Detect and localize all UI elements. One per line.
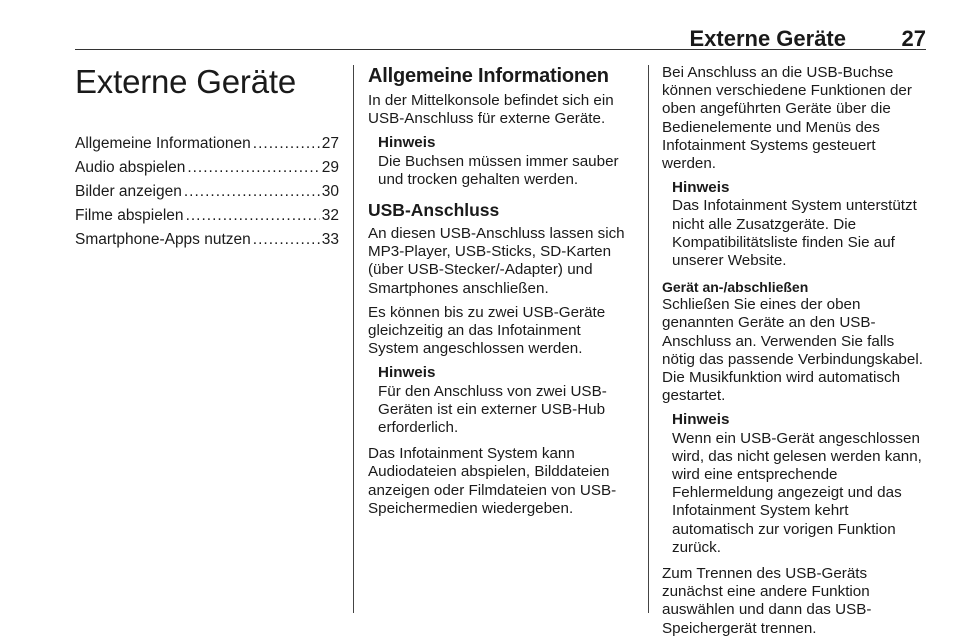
toc-item-label: Filme abspielen [75, 207, 184, 224]
paragraph: Zum Trennen des USB-Geräts zunächst eine andere Funktion auswählen und dann das USB-Speichergerät trennen. [662, 565, 872, 637]
toc-item-label: Audio abspielen [75, 159, 186, 176]
toc-item[interactable] [75, 156, 339, 180]
note-text: Das Infotainment System unterstützt nicht alle Zusatzgeräte. Die Kompatibilitätsliste finden Sie auf unserer Website. [672, 197, 917, 270]
page-number: 27 [901, 26, 926, 51]
toc-item-page: 30 [321, 183, 339, 200]
toc-item-page: 29 [321, 159, 339, 176]
toc-item-page: 27 [321, 135, 339, 152]
toc-item-label: Smartphone-Apps nutzen [75, 231, 251, 248]
toc-leader-dots [253, 132, 320, 156]
toc-item[interactable] [75, 132, 339, 156]
header-rule [75, 49, 926, 50]
column-divider-1 [353, 65, 354, 613]
column-divider-2 [648, 65, 649, 613]
running-header-title: Externe Geräte [689, 26, 846, 51]
content-column-2 [368, 64, 632, 524]
note-label: Hinweis [672, 179, 730, 197]
note-box [672, 411, 926, 557]
note-box [378, 364, 632, 437]
subsection-heading-connect: Gerät an-/abschließen [662, 279, 809, 296]
paragraph: Es können bis zu zwei USB-Geräte gleichzeitig an das Infotainment System angeschlossen werden. [368, 303, 606, 358]
toc-leader-dots [187, 156, 319, 180]
table-of-contents [75, 132, 339, 252]
note-text: Die Buchsen müssen immer sauber und trocken gehalten werden. [378, 152, 619, 188]
note-box [378, 134, 632, 189]
toc-leader-dots [186, 204, 320, 228]
chapter-title: Externe Geräte [75, 63, 296, 100]
toc-item-page: 32 [321, 207, 339, 224]
paragraph: Das Infotainment System kann Audiodateien abspielen, Bilddateien anzeigen oder Filmdateien von USB-Speichermedien wiedergeben. [368, 445, 617, 517]
toc-item-label: Allgemeine Informationen [75, 135, 251, 152]
toc-item[interactable] [75, 228, 339, 252]
section-heading: Allgemeine Informationen [368, 65, 609, 87]
note-label: Hinweis [378, 364, 436, 382]
intro-paragraph: In der Mittelkonsole befindet sich ein USB-Anschluss für externe Geräte. [368, 92, 614, 128]
chapter-column [75, 62, 339, 252]
toc-leader-dots [253, 228, 320, 252]
paragraph: Bei Anschluss an die USB-Buchse können verschiedene Funktionen der oben angeführten Geräte über die Bedienelemente und Menüs des Infotainment Systems gesteuert werden. [662, 64, 912, 173]
note-box [672, 179, 926, 270]
note-text: Wenn ein USB-Gerät angeschlossen wird, das nicht gelesen werden kann, wird eine entsprechende Fehlermeldung angezeigt und das Infotainment System kehrt automatisch zur vorigen Funktion zurück. [672, 429, 922, 556]
toc-item-page: 33 [321, 231, 339, 248]
toc-leader-dots [184, 180, 320, 204]
note-label: Hinweis [672, 411, 730, 429]
content-column-3 [662, 64, 926, 644]
paragraph: Schließen Sie eines der oben genannten Geräte an den USB-Anschluss an. Verwenden Sie falls nötig das passende Verbindungskabel. Die Musikfunktion wird automatisch gestartet. [662, 296, 923, 405]
subsection-heading-usb: USB-Anschluss [368, 200, 500, 221]
toc-item[interactable] [75, 180, 339, 204]
note-label: Hinweis [378, 134, 436, 152]
toc-item-label: Bilder anzeigen [75, 183, 182, 200]
note-text: Für den Anschluss von zwei USB-Geräten ist ein externer USB-Hub erforderlich. [378, 382, 607, 437]
paragraph: An diesen USB-Anschluss lassen sich MP3-Player, USB-Sticks, SD-Karten (über USB-Stecker/-Adapter) und Smartphones anschließen. [368, 225, 625, 297]
toc-item[interactable] [75, 204, 339, 228]
